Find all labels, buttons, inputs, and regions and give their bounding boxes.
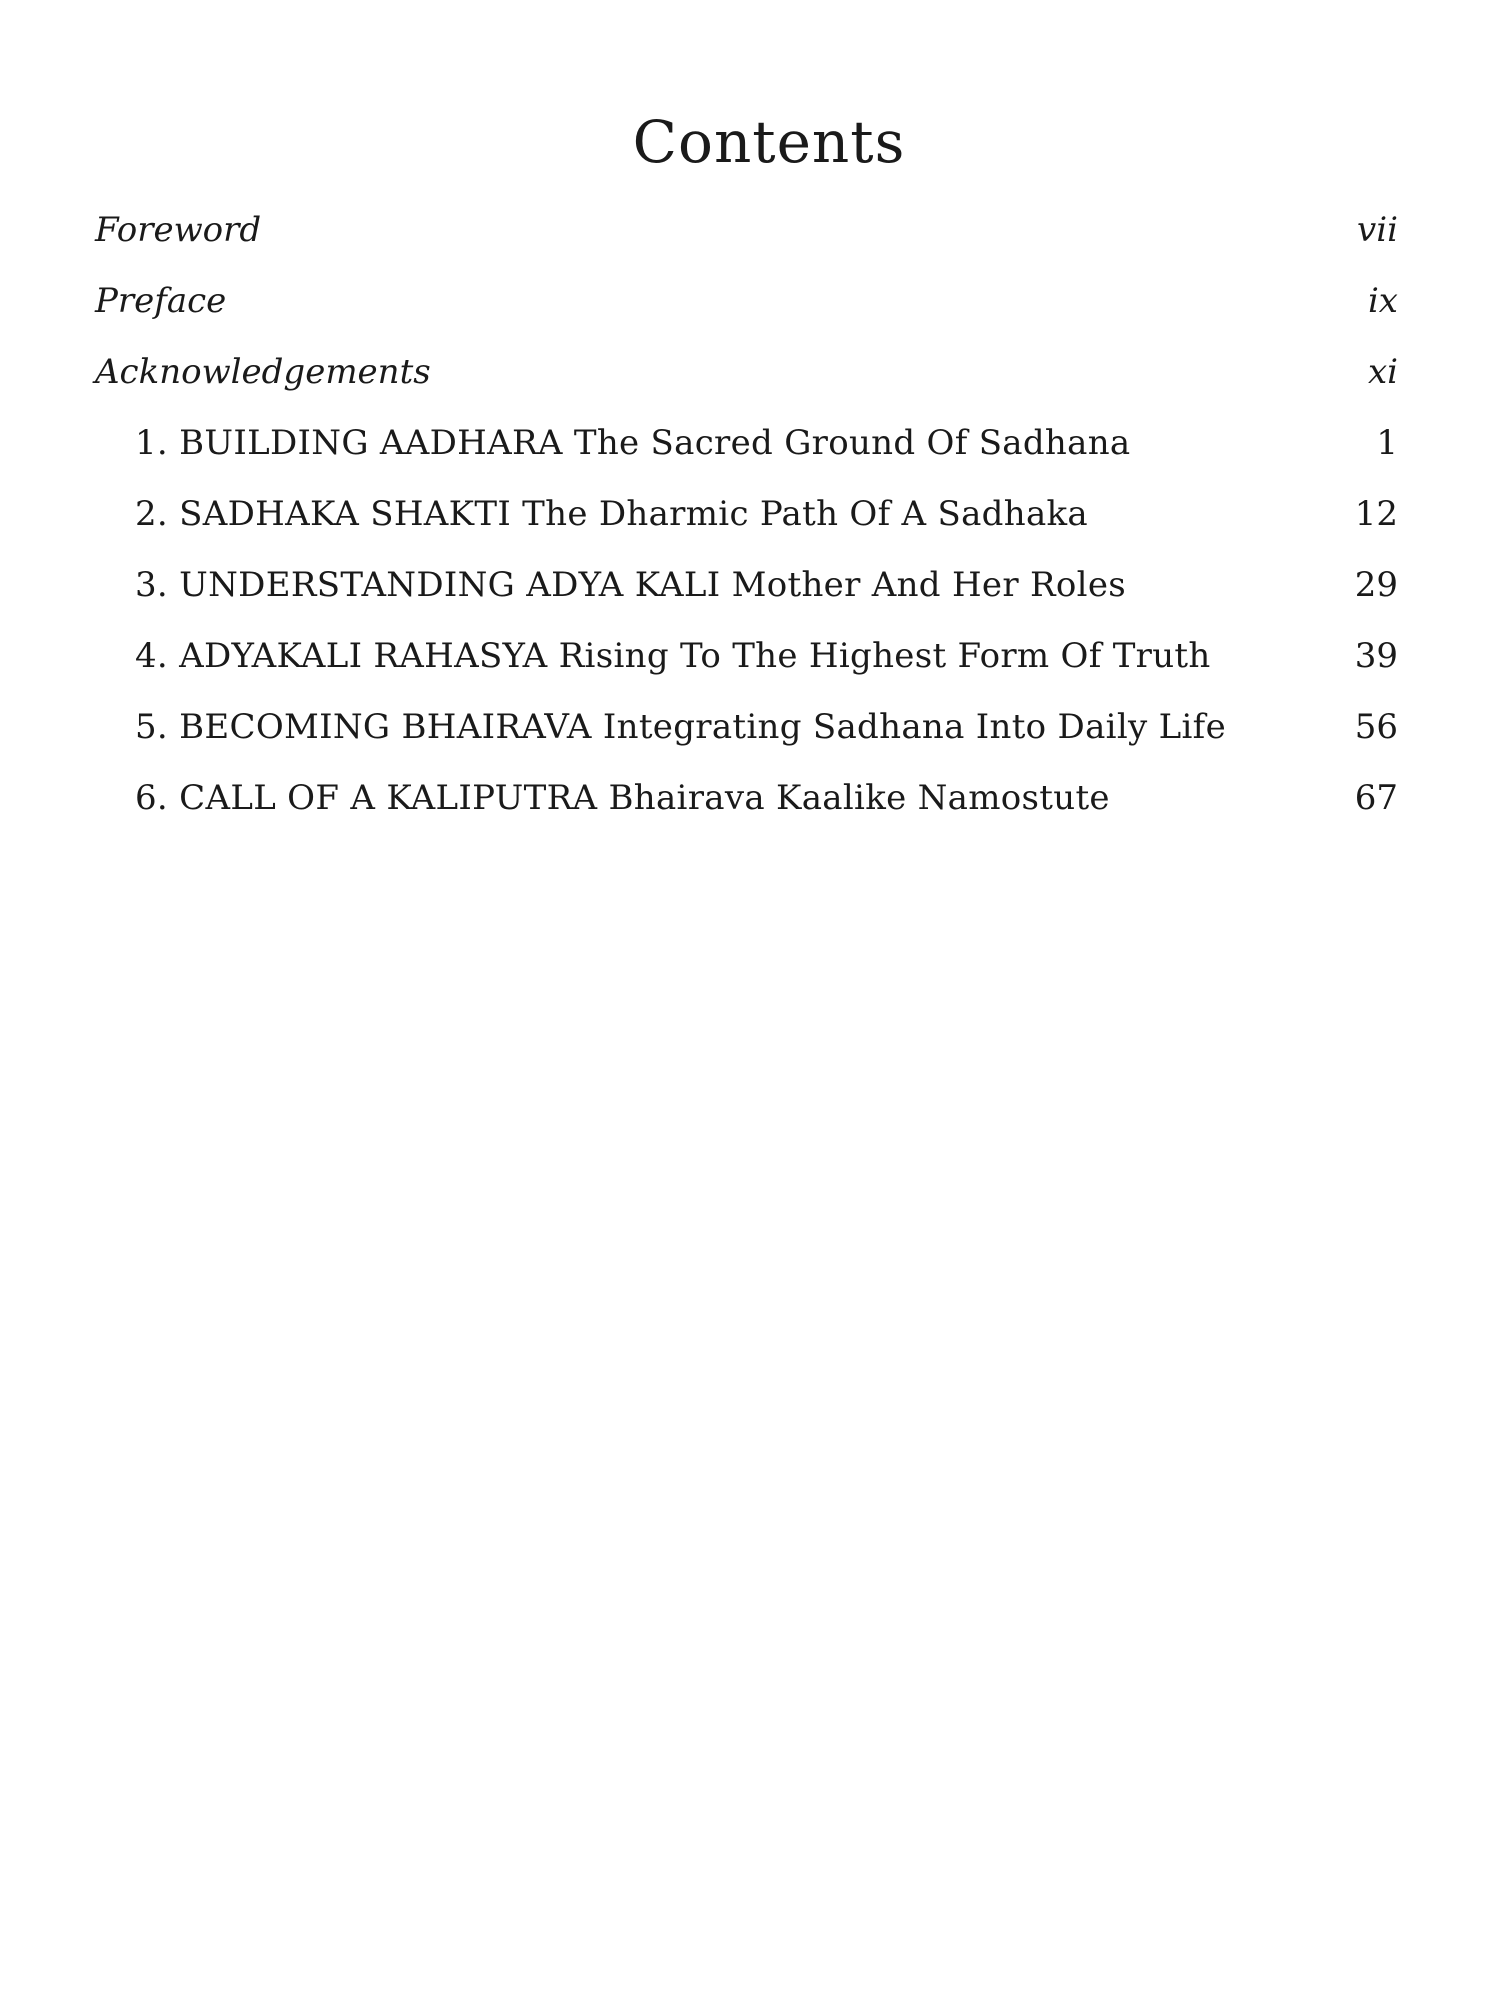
page-title: Contents <box>632 108 906 176</box>
toc-entry-label: 3. UNDERSTANDING ADYA KALI Mother And Her Roles <box>135 565 1127 605</box>
toc-entry-chapter-3 <box>0 560 1500 631</box>
toc-entry-label: 1. BUILDING AADHARA The Sacred Ground Of Sadhana <box>135 423 1131 463</box>
toc-entry-label: Acknowledgements <box>95 352 431 392</box>
toc-entry-page: 39 <box>1354 636 1398 676</box>
toc-entry-label: 4. ADYAKALI RAHASYA Rising To The Highest Form Of Truth <box>135 636 1211 676</box>
toc-entry-page: xi <box>1367 352 1398 392</box>
toc-entry-chapter-4 <box>0 631 1500 702</box>
toc-entry-page: ix <box>1367 281 1398 321</box>
toc-entry-label: 2. SADHAKA SHAKTI The Dharmic Path Of A Sadhaka <box>135 494 1088 534</box>
toc-entry-page: 56 <box>1354 707 1398 747</box>
toc-entry-chapter-6 <box>0 773 1500 844</box>
toc-entry-page: 12 <box>1354 494 1398 534</box>
toc-entry-label: 6. CALL OF A KALIPUTRA Bhairava Kaalike Namostute <box>135 778 1110 818</box>
toc-entry-chapter-1 <box>0 418 1500 489</box>
toc-entry-preface <box>0 276 1500 347</box>
toc-entry-label: Foreword <box>95 210 262 250</box>
toc-entry-chapter-2 <box>0 489 1500 560</box>
toc-entry-page: 67 <box>1354 778 1398 818</box>
toc-entry-foreword <box>0 205 1500 276</box>
toc-entry-label: Preface <box>95 281 227 321</box>
toc-entry-page: 1 <box>1376 423 1398 463</box>
toc-entry-page: vii <box>1357 210 1398 250</box>
toc-entry-chapter-5 <box>0 702 1500 773</box>
toc-entry-page: 29 <box>1354 565 1398 605</box>
toc-entry-label: 5. BECOMING BHAIRAVA Integrating Sadhana Into Daily Life <box>135 707 1226 747</box>
toc-entry-acknowledgements <box>0 347 1500 418</box>
table-of-contents <box>0 205 1500 844</box>
